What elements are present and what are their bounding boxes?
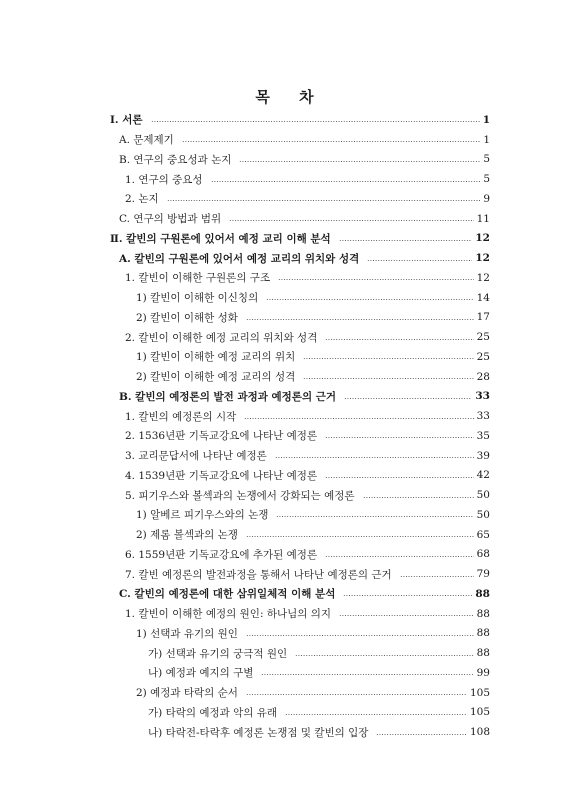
toc-entry-label: C. 칼빈의 예정론에 대한 삼위일체적 이해 분석	[119, 588, 336, 601]
toc-entry-label: 4. 1539년판 기독교강요에 나타난 예정론	[125, 469, 318, 482]
toc-entry-label: 가) 선택과 유기의 궁극적 원인	[148, 647, 288, 660]
dot-leader	[182, 141, 480, 142]
toc-entry-label: 1. 연구의 중요성	[125, 173, 203, 186]
toc-entry-page-number: 28	[476, 370, 490, 383]
toc-entry-page-number: 5	[483, 173, 490, 186]
toc-entry	[0, 150, 569, 170]
dot-leader	[244, 418, 473, 419]
toc-entry-label: 1) 알베르 피기우스와의 논쟁	[136, 509, 269, 522]
toc-entry-label: A. 문제제기	[119, 134, 174, 147]
toc-entry	[0, 505, 569, 525]
toc-entry	[0, 229, 569, 249]
toc-entry-label: 2. 1536년판 기독교강요에 나타난 예정론	[125, 430, 318, 443]
dot-leader	[167, 200, 481, 201]
toc-entry-page-number: 50	[476, 508, 490, 521]
toc-entry	[0, 643, 569, 663]
dot-leader	[363, 497, 474, 498]
toc-entry-page-number: 79	[476, 568, 490, 581]
toc-entry-label: 2) 칼빈이 이해한 예정 교리의 성격	[136, 371, 296, 384]
toc-entry-label: 1. 칼빈이 이해한 구원론의 구조	[125, 272, 271, 285]
toc-entry-label: C. 연구의 방법과 범위	[119, 213, 222, 226]
dot-leader	[239, 161, 480, 162]
dot-leader	[303, 358, 473, 359]
toc-entry-page-number: 105	[469, 706, 490, 719]
dot-leader	[376, 734, 467, 735]
dot-leader	[246, 635, 474, 636]
dot-leader	[246, 536, 474, 537]
toc-entry-page-number: 12	[475, 252, 490, 265]
table-of-contents	[0, 110, 569, 742]
toc-entry-page-number: 12	[476, 271, 490, 284]
toc-entry-label: 2. 칼빈이 이해한 예정 교리의 위치와 성격	[125, 331, 318, 344]
page-title: 목 차	[255, 88, 326, 106]
toc-entry-label: 나) 예정과 예지의 구별	[148, 667, 254, 680]
dot-leader	[325, 556, 474, 557]
dot-leader	[325, 477, 474, 478]
toc-entry	[0, 604, 569, 624]
toc-entry-page-number: 33	[475, 390, 490, 403]
toc-entry-label: 6. 1559년판 기독교강요에 추가된 예정론	[125, 548, 318, 561]
dot-leader	[229, 220, 473, 221]
toc-entry	[0, 525, 569, 545]
toc-entry-label: 나) 타락전-타락후 예정론 논쟁점 및 칼빈의 입장	[148, 726, 369, 739]
dot-leader	[344, 398, 472, 399]
toc-entry	[0, 248, 569, 268]
toc-entry-page-number: 25	[476, 350, 490, 363]
toc-entry	[0, 466, 569, 486]
dot-leader	[400, 576, 474, 577]
dot-leader	[339, 615, 474, 616]
dot-leader	[261, 674, 473, 675]
toc-entry-page-number: 39	[476, 449, 490, 462]
toc-entry-page-number: 68	[476, 548, 490, 561]
toc-entry-page-number: 99	[476, 666, 490, 679]
toc-entry	[0, 327, 569, 347]
dot-leader	[343, 595, 472, 596]
toc-entry-page-number: 42	[476, 469, 490, 482]
toc-entry	[0, 347, 569, 367]
toc-entry-page-number: 33	[476, 410, 490, 423]
toc-entry-label: 2) 제롬 볼섹과의 논쟁	[136, 529, 238, 542]
toc-entry	[0, 545, 569, 565]
toc-entry-page-number: 5	[483, 153, 490, 166]
dot-leader	[325, 437, 474, 438]
toc-entry-label: Ⅰ. 서론	[110, 114, 143, 127]
toc-entry	[0, 387, 569, 407]
dot-leader	[266, 299, 473, 300]
dot-leader	[339, 240, 473, 241]
toc-entry-label: 1) 칼빈이 이해한 이신칭의	[136, 292, 259, 305]
toc-entry-label: 가) 타락의 예정과 악의 유래	[148, 706, 278, 719]
toc-entry-page-number: 88	[476, 647, 490, 660]
toc-entry	[0, 189, 569, 209]
toc-entry-page-number: 108	[469, 726, 490, 739]
toc-entry-page-number: 88	[475, 587, 490, 600]
toc-entry	[0, 722, 569, 742]
toc-entry	[0, 406, 569, 426]
toc-entry-label: 2) 예정과 타락의 순서	[136, 687, 238, 700]
dot-leader	[325, 339, 473, 340]
toc-entry-label: 1) 선택과 유기의 원인	[136, 627, 238, 640]
toc-entry-page-number: 25	[476, 331, 490, 344]
toc-entry-label: 3. 교리문답서에 나타난 예정론	[125, 450, 267, 463]
toc-entry	[0, 288, 569, 308]
toc-entry-page-number: 11	[476, 212, 490, 225]
toc-entry-label: 1. 칼빈의 예정론의 시작	[125, 410, 237, 423]
toc-entry	[0, 110, 569, 130]
dot-leader	[276, 516, 473, 517]
toc-entry	[0, 683, 569, 703]
toc-entry-label: 5. 피기우스와 볼섹과의 논쟁에서 강화되는 예정론	[125, 489, 355, 502]
toc-entry	[0, 169, 569, 189]
toc-entry-label: 1. 칼빈이 이해한 예정의 원인: 하나님의 의지	[125, 608, 332, 621]
dot-leader	[246, 694, 467, 695]
toc-entry	[0, 426, 569, 446]
toc-entry	[0, 308, 569, 328]
toc-entry	[0, 446, 569, 466]
dot-leader	[303, 378, 473, 379]
toc-entry-label: 7. 칼빈 예정론의 발전과정을 통해서 나타난 예정론의 근거	[125, 568, 392, 581]
dot-leader	[278, 279, 474, 280]
dot-leader	[246, 319, 474, 320]
toc-entry-label: 1) 칼빈이 이해한 예정 교리의 위치	[136, 351, 296, 364]
toc-entry-page-number: 17	[476, 311, 490, 324]
toc-entry	[0, 584, 569, 604]
toc-entry-page-number: 14	[476, 291, 490, 304]
toc-entry-page-number: 65	[476, 528, 490, 541]
toc-entry	[0, 485, 569, 505]
toc-entry	[0, 564, 569, 584]
toc-entry-page-number: 50	[476, 489, 490, 502]
toc-entry	[0, 624, 569, 644]
toc-entry-label: Ⅱ. 칼빈의 구원론에 있어서 예정 교리 이해 분석	[110, 232, 331, 245]
toc-entry	[0, 367, 569, 387]
toc-entry	[0, 209, 569, 229]
toc-entry-page-number: 9	[483, 192, 490, 205]
toc-entry-page-number: 1	[483, 133, 490, 146]
dot-leader	[211, 181, 481, 182]
dot-leader	[285, 714, 467, 715]
toc-entry	[0, 268, 569, 288]
toc-entry-page-number: 12	[475, 232, 490, 245]
toc-entry-label: 2) 칼빈이 이해한 성화	[136, 311, 238, 324]
toc-entry-page-number: 35	[476, 429, 490, 442]
dot-leader	[151, 121, 480, 122]
toc-entry-page-number: 88	[476, 627, 490, 640]
toc-entry-label: A. 칼빈의 구원론에 있어서 예정 교리의 위치와 성격	[119, 252, 360, 265]
toc-entry	[0, 130, 569, 150]
toc-entry-page-number: 1	[482, 113, 490, 126]
toc-entry	[0, 663, 569, 683]
dot-leader	[295, 655, 473, 656]
dot-leader	[275, 457, 474, 458]
toc-entry-label: B. 칼빈의 예정론의 발전 과정과 예정론의 근거	[119, 390, 337, 403]
toc-entry-label: B. 연구의 중요성과 논지	[119, 153, 232, 166]
toc-entry	[0, 703, 569, 723]
toc-entry-label: 2. 논지	[125, 193, 159, 206]
dot-leader	[367, 260, 472, 261]
toc-entry-page-number: 105	[469, 686, 490, 699]
toc-entry-page-number: 88	[476, 607, 490, 620]
